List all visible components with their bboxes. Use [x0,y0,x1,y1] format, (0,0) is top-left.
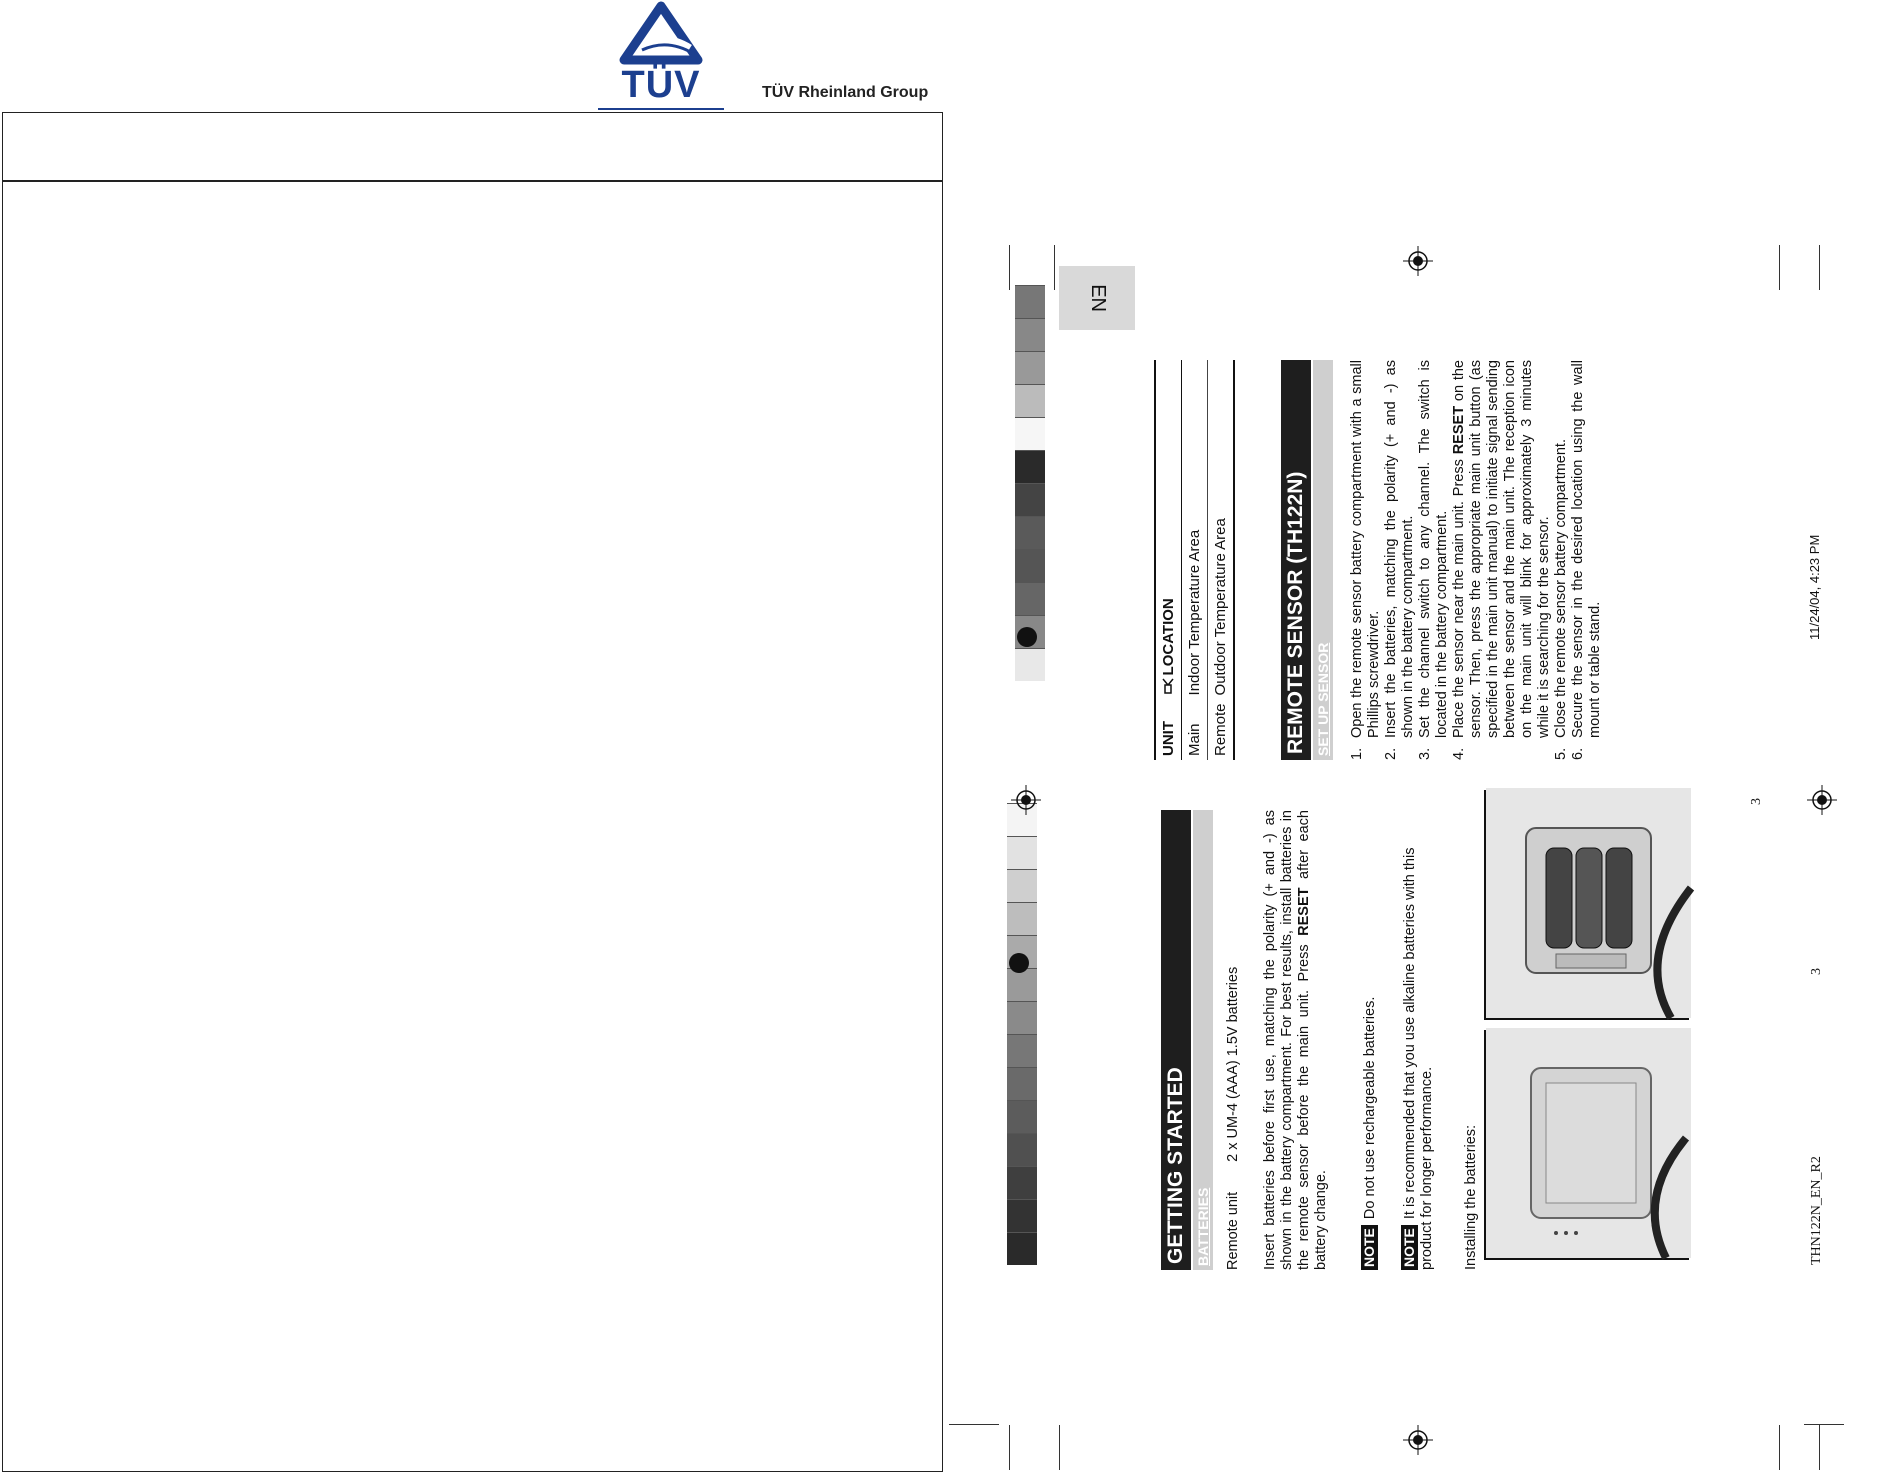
color-strip-right [1015,285,1045,681]
report-frame [2,112,943,1472]
language-tag: EN [1086,284,1109,312]
getting-started-title: GETTING STARTED [1161,810,1191,1270]
setup-steps [1349,360,1604,760]
tuv-triangle-icon [598,4,724,64]
timestamp: 11/24/04, 4:23 PM [1807,534,1822,640]
crop-mark [1819,1425,1820,1470]
crop-mark [1804,1424,1844,1425]
tuv-logo [598,4,724,110]
registration-target-icon [1011,785,1041,815]
crop-mark [1054,245,1055,290]
page-number: 3 [1809,968,1824,975]
cell-location: Indoor Temperature Area [1182,360,1208,699]
reset-keyword: RESET [1451,405,1467,455]
cell-unit: Remote [1208,699,1235,760]
note-rechargeable: NOTEDo not use rechargeable batteries. [1361,810,1379,1270]
crop-mark [1009,245,1010,290]
language-tab [1059,266,1135,330]
crop-mark [1009,1425,1010,1470]
battery-instructions: Insert batteries before first use, matching the polarity (+ and -) as shown in the battery compartment. For best results, install batteries in the remote sensor before the main unit. Press RESET after each battery change. [1262,810,1329,1270]
color-strip-left [1007,803,1037,1265]
logo-wordmark: TÜV [621,64,701,106]
scanned-manual-page [949,190,1889,1470]
crop-mark [1059,1425,1060,1470]
reset-keyword: RESET [1296,887,1312,936]
crop-mark [949,1424,999,1425]
page-number-center: 3 [1749,798,1764,805]
crop-mark [1779,245,1780,290]
registration-dot [1017,627,1037,647]
registration-target-icon [1403,246,1433,276]
list-item: 5. Close the remote sensor battery compartment. [1553,439,1569,760]
cell-location: Outdoor Temperature Area [1208,360,1235,699]
note-tag: NOTE [1401,1225,1418,1270]
crop-mark [1779,1425,1780,1470]
battery-compartment-photo-open [1484,790,1689,1020]
note-tag: NOTE [1361,1225,1378,1270]
sensor-icon [1161,677,1175,695]
col-location-header: LOCATION [1155,360,1182,699]
list-item: 2. Insert the batteries, matching the polarity (+ and -) as shown in the battery compartment. [1383,360,1416,760]
installing-label: Installing the batteries: [1463,1124,1479,1270]
list-item: 1. Open the remote sensor battery compartment with a small Phillips screwdriver. [1349,360,1382,760]
batteries-section-heading: BATTERIES [1193,810,1213,1270]
spec-label: Remote unit [1225,1191,1241,1270]
battery-compartment-photo-closed [1484,1030,1689,1260]
list-item: 3. Set the channel switch to any channel. The switch is located in the battery compartment. [1417,360,1450,760]
registration-target-icon [1403,1425,1433,1455]
cell-unit: Main [1182,699,1208,760]
unit-location-table [1154,360,1235,760]
group-name: TÜV Rheinland Group [762,84,929,101]
registration-target-icon [1807,785,1837,815]
spec-value: 2 x UM-4 (AAA) 1.5V batteries [1225,966,1241,1162]
spec-line [1225,810,1242,1270]
list-item: 4. Place the sensor near the main unit. Press RESET on the sensor. Then, press the appropriate main unit button (as specified in the main unit manual) to initiate signal sending between the sensor and the main unit. The reception icon on the main unit will blink for approximately 3 minutes while it is searching for the sensor. [1451,360,1552,760]
table-row [1208,360,1235,760]
registration-dot [1009,953,1029,973]
list-item: 6. Secure the sensor in the desired location using the wall mount or table stand. [1570,360,1603,760]
logo-underline [598,108,724,110]
col-unit-header: UNIT [1155,699,1182,760]
table-row [1182,360,1208,760]
note-alkaline: NOTEIt is recommended that you use alkaline batteries with this product for longer performance. [1401,847,1435,1270]
crop-mark [1819,245,1820,290]
file-name: THN122N_EN_R2 [1809,1156,1824,1265]
frame-divider [2,180,943,182]
remote-sensor-title: REMOTE SENSOR (TH122N) [1281,360,1311,760]
setup-sensor-heading: SET UP SENSOR [1313,360,1333,760]
